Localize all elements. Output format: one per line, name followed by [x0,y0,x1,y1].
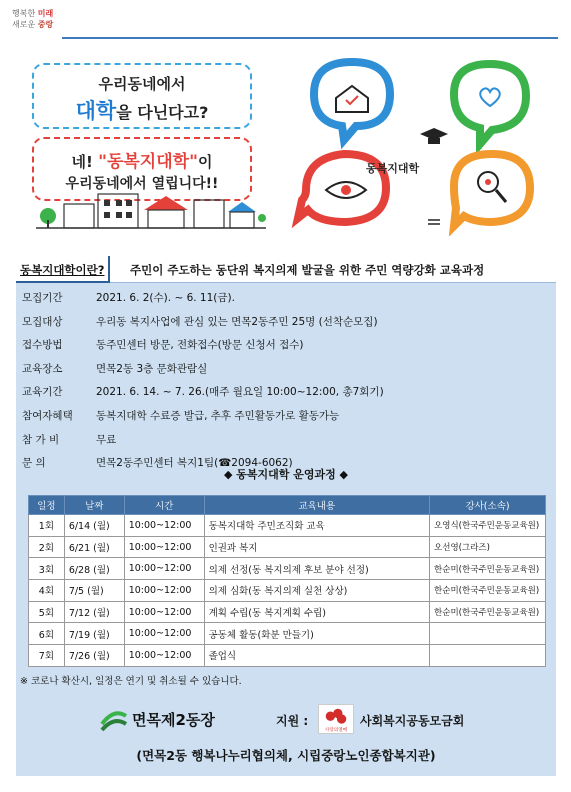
column-header: 일정 [29,496,65,515]
table-row [29,645,546,667]
fruit-logo-icon [319,705,353,733]
detail-key: 모집기간 [22,292,63,304]
district-logo-icon [100,706,128,732]
date-cell: 6/28 (월) [64,558,124,580]
content-cell: 의제 심화(동 복지의제 실천 상상) [204,580,429,602]
table-row [29,623,546,645]
session-cell: 5회 [29,601,65,623]
slogan-line1-prefix: 행복한 [12,9,38,18]
content-cell: 인권과 복지 [204,536,429,558]
detail-key: 교육장소 [22,362,63,375]
slogan-line2-highlight: 중랑 [37,20,54,29]
column-header: 시간 [124,496,204,515]
partner-organizations: (면목2동 행복나누리협의체, 시립중랑노인종합복지관) [136,748,436,763]
detail-value: 2021. 6. 14. ~ 7. 26.(매주 월요일 10:00~12:00, 총7회기) [96,386,384,399]
instructor-cell: 오선영(그라즈) [430,536,546,558]
detail-row [16,310,556,334]
content-cell: 공동체 활동(화분 만들기) [204,623,429,645]
date-cell: 6/21 (월) [64,536,124,558]
time-cell: 10:00~12:00 [124,580,204,602]
organizer-line [16,704,556,734]
detail-row [16,286,556,310]
welfare-bubbles-illustration [284,50,554,236]
session-cell: 2회 [29,536,65,558]
date-cell: 7/5 (월) [64,580,124,602]
session-cell: 7회 [29,645,65,667]
instructor-cell [430,645,546,667]
bubble-a-highlight: 대학 [75,99,117,123]
time-cell: 10:00~12:00 [124,645,204,667]
detail-key: 참 가 비 [22,433,60,446]
intro-description: 주민이 주도하는 동단위 복지의제 발굴을 위한 주민 역량강화 교육과정 [130,263,485,277]
date-cell: 7/19 (월) [64,623,124,645]
slogan-line1-highlight: 미래 [37,9,54,18]
details-list [16,286,556,475]
session-cell: 6회 [29,623,65,645]
content-cell: 졸업식 [204,645,429,667]
session-cell: 1회 [29,515,65,537]
bubble-b-line2: 우리동네에서 열립니다!! [65,176,219,192]
column-header: 강사(소속) [430,496,546,515]
instructor-cell: 한순미(한국주민운동교육원) [430,601,546,623]
table-row [29,601,546,623]
top-header [0,0,571,40]
sarang-fruit-logo [318,704,354,734]
bubble-a-rest: 을 다닌다고? [116,103,209,122]
slogan-line2-prefix: 새로운 [12,20,38,29]
time-cell: 10:00~12:00 [124,515,204,537]
detail-key: 참여자혜택 [22,409,73,422]
detail-row [16,428,556,452]
brand-label: 동복지대학 [366,162,420,175]
detail-value: 우리동 복지사업에 관심 있는 면목2동주민 25명 (선착순모집) [96,315,378,328]
organizer-name: 면목제2동장 [132,711,215,729]
time-cell: 10:00~12:00 [124,558,204,580]
detail-value: 면목2동주민센터 복지1팀(☎2094-6062) [96,457,293,470]
detail-row [16,380,556,404]
table-row [29,558,546,580]
detail-key: 접수방법 [22,339,63,352]
detail-value: 무료 [96,433,117,446]
header-divider [62,37,558,39]
schedule-header-row [29,496,546,515]
covid-notice: ※ 코로나 확산시, 일정은 연기 및 취소될 수 있습니다. [20,676,242,687]
info-panel [16,256,556,776]
table-row [29,515,546,537]
instructor-cell: 오영식(한국주민운동교육원) [430,515,546,537]
detail-key: 모집대상 [22,315,63,328]
column-header: 날짜 [64,496,124,515]
detail-value: 동주민센터 방문, 전화접수(방문 신청서 접수) [96,339,304,352]
session-cell: 3회 [29,558,65,580]
intro-tag: 동복지대학이란? [16,256,110,283]
intro-header [16,256,556,283]
bubble-a-line2 [34,95,250,125]
hero-banner [16,50,556,236]
supporter-name: 사회복지공동모금회 [360,714,465,728]
date-cell: 7/12 (월) [64,601,124,623]
column-header: 교육내용 [204,496,429,515]
table-row [29,580,546,602]
bubble-b-suffix: 이 [197,153,213,171]
bubble-b-prefix: 네! [71,153,99,171]
detail-row [16,357,556,381]
bubble-b-line1 [34,147,250,172]
slogan [12,8,53,30]
detail-value: 동복지대학 수료증 발급, 추후 주민활동가로 활동가능 [96,409,340,422]
schedule-table [28,495,546,667]
detail-row [16,333,556,357]
detail-key: 문 의 [22,457,46,470]
bubble-b-highlight: "동복지대학" [98,152,198,172]
time-cell: 10:00~12:00 [124,536,204,558]
detail-value: 면목2동 3층 문화관람실 [96,362,208,375]
schedule-title: ◆ 동복지대학 운영과정 ◆ [223,468,349,481]
instructor-cell [430,623,546,645]
instructor-cell: 한순미(한국주민운동교육원) [430,580,546,602]
support-label: 지원 : [276,714,309,728]
detail-value: 2021. 6. 2(수). ~ 6. 11(금). [96,292,235,304]
bubble-a-line1: 우리동네에서 [98,75,186,93]
session-cell: 4회 [29,580,65,602]
instructor-cell: 한순미(한국주민운동교육원) [430,558,546,580]
date-cell: 6/14 (월) [64,515,124,537]
content-cell: 계획 수립(동 복지계획 수립) [204,601,429,623]
content-cell: 동복지대학 주민조직화 교육 [204,515,429,537]
detail-row [16,404,556,428]
date-cell: 7/26 (월) [64,645,124,667]
time-cell: 10:00~12:00 [124,601,204,623]
content-cell: 의제 선정(동 복지의제 후보 분야 선정) [204,558,429,580]
speech-bubble-question [32,63,252,129]
table-row [29,536,546,558]
detail-key: 교육기간 [22,386,63,399]
town-illustration [36,190,266,230]
time-cell: 10:00~12:00 [124,623,204,645]
fruit-logo-text: 사랑의열매 [324,728,348,733]
